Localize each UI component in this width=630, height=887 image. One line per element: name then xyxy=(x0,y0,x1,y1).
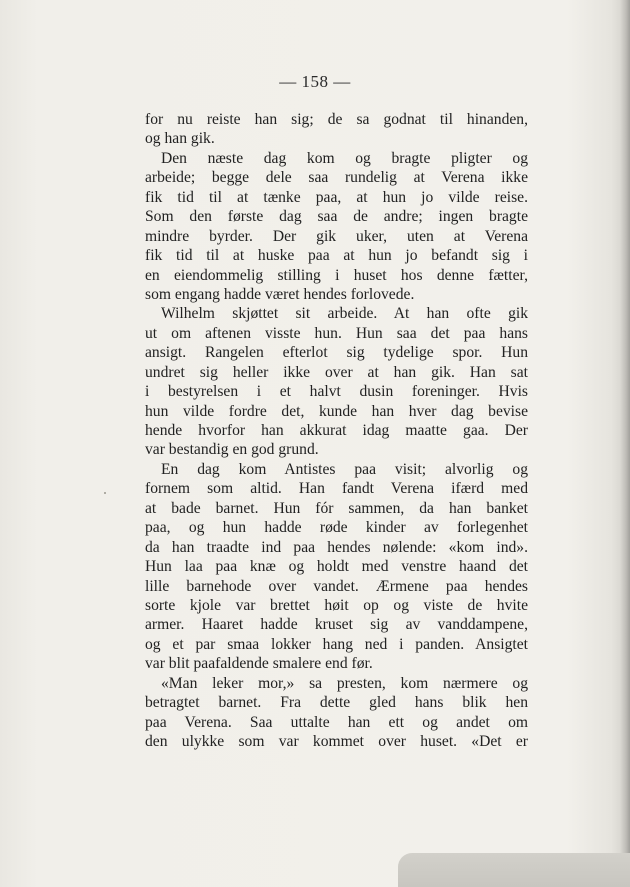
text-line: Den næste dag kom og bragte pligter og xyxy=(161,149,528,167)
text-line: Hun laa paa knæ og holdt med venstre haand det xyxy=(145,558,528,576)
text-line: «Man leker mor,» sa presten, kom nærmere og xyxy=(161,674,528,692)
text-line: fornem som altid. Han fandt Verena ifærd med xyxy=(145,480,528,498)
text-line: hun vilde fordre det, kunde han hver dag bevise xyxy=(145,402,528,420)
text-line: lille barnehode over vandet. Ærmene paa hendes xyxy=(145,577,528,595)
text-line: var bestandig en god grund. xyxy=(145,441,319,459)
text-line: for nu reiste han sig; de sa godnat til hinanden, xyxy=(145,111,528,128)
text-line: paa Verena. Saa uttalte han ett og andet om xyxy=(145,713,528,731)
text-line: var blit paafaldende smalere end før. xyxy=(145,655,373,673)
text-line: som engang hadde været hendes forlovede. xyxy=(145,285,415,303)
text-line: ut om aftenen visste hun. Hun saa det paa hans xyxy=(145,324,528,342)
text-line: ansigt. Rangelen efterlot sig tydelige spor. Hun xyxy=(145,344,528,362)
page-corner-fold xyxy=(398,853,630,887)
text-line: hende hvorfor han akkurat idag maatte gaa. Der xyxy=(145,422,528,439)
body-text xyxy=(145,110,528,751)
paper-speck xyxy=(104,492,106,494)
text-line: Som den første dag saa de andre; ingen bragte xyxy=(145,208,528,226)
text-line: En dag kom Antistes paa visit; alvorlig og xyxy=(161,460,528,478)
text-line: betragtet barnet. Fra dette gled hans blik hen xyxy=(145,694,528,712)
page-number: — 158 — xyxy=(279,72,351,91)
text-line: en eiendommelig stilling i huset hos denne fætter, xyxy=(145,266,528,284)
text-line: undret sig heller ikke over at han gik. Han sat xyxy=(145,363,528,381)
text-line: i bestyrelsen i et halvt dusin foreninger. Hvis xyxy=(145,383,528,401)
text-line: og han gik. xyxy=(145,130,215,148)
text-line: arbeide; begge dele saa rundelig at Verena ikke xyxy=(145,169,528,187)
text-line: fik tid til at tænke paa, at hun jo vilde reise. xyxy=(145,188,528,206)
text-line: Wilhelm skjøttet sit arbeide. At han ofte gik xyxy=(161,305,528,323)
text-line: armer. Haaret hadde kruset sig av vanddampene, xyxy=(145,616,528,634)
text-line: og et par smaa lokker hang ned i panden. Ansigtet xyxy=(145,635,528,653)
text-line: paa, og hun hadde røde kinder av forlegenhet xyxy=(145,519,528,537)
page-edge-shadow xyxy=(620,0,630,887)
text-line: fik tid til at huske paa at hun jo befandt sig i xyxy=(145,247,528,265)
text-line: sorte kjole var brettet høit op og viste de hvite xyxy=(145,596,528,614)
text-line: mindre byrder. Der gik uker, uten at Verena xyxy=(145,227,528,245)
text-line: den ulykke som var kommet over huset. «Det er xyxy=(145,733,528,750)
text-line: at bade barnet. Hun fór sammen, da han banket xyxy=(145,499,528,517)
text-line: da han traadte ind paa hendes nølende: «kom ind». xyxy=(145,538,528,556)
